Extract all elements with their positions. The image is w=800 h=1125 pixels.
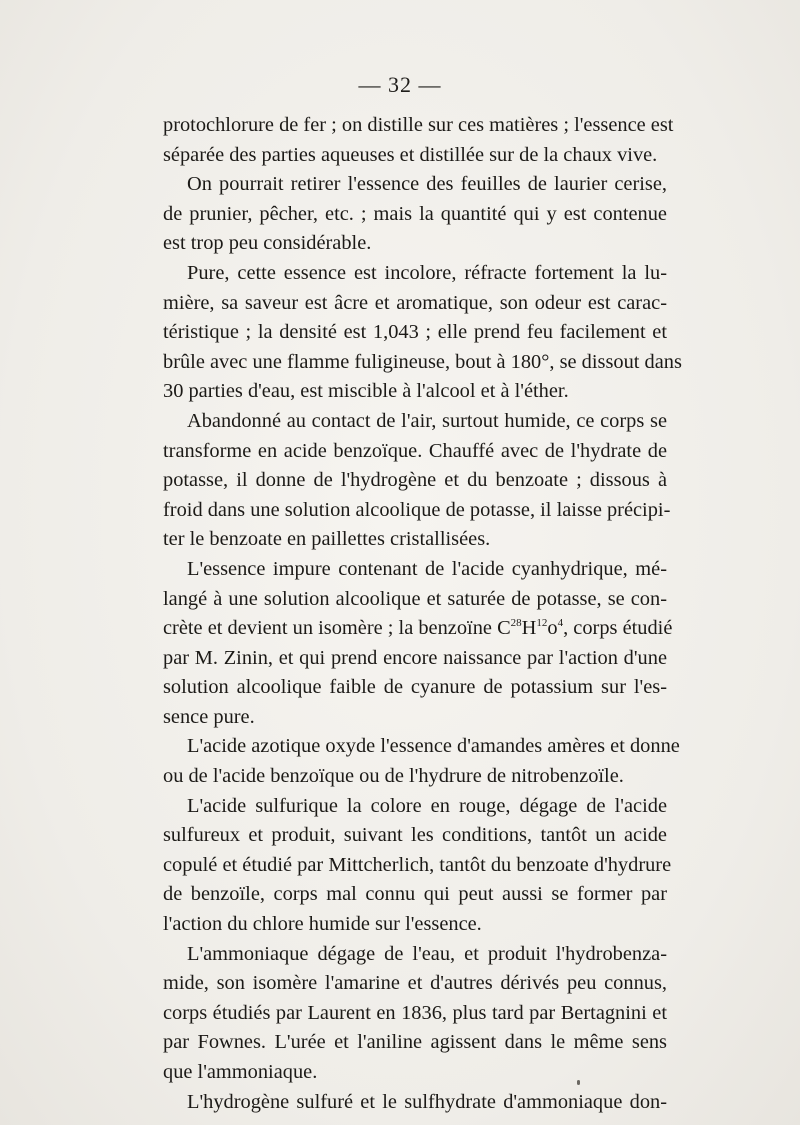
formula-element: H xyxy=(521,617,537,640)
paper-speck xyxy=(577,1080,580,1085)
text-line: Abandonné au contact de l'air, surtout humide, ce corps se xyxy=(187,409,667,432)
text-line: de prunier, pêcher, etc. ; mais la quantité qui y est contenue xyxy=(163,202,667,225)
text-line: mide, son isomère l'amarine et d'autres dérivés peu connus, xyxy=(163,972,667,995)
text-line: que l'ammoniaque. xyxy=(163,1061,318,1083)
text-fragment: , corps étudié xyxy=(563,617,673,640)
text-line: téristique ; la densité est 1,043 ; elle prend feu facilement et xyxy=(163,321,667,344)
text-line: sulfureux et produit, suivant les conditions, tantôt un acide xyxy=(163,824,667,847)
text-line: ter le benzoate en paillettes cristallisées. xyxy=(163,528,491,551)
text-line: sence pure. xyxy=(163,705,255,728)
formula-subscript: 4 xyxy=(557,617,564,630)
formula-subscript: 12 xyxy=(536,617,548,630)
text-line: protochlorure de fer ; on distille sur ces matières ; l'essence est xyxy=(163,114,674,136)
text-line: L'acide azotique oxyde l'essence d'amandes amères et donne xyxy=(187,735,680,758)
chemical-formula xyxy=(497,617,563,639)
text-line: brûle avec une flamme fuligineuse, bout à 180°, se dissout dans xyxy=(163,350,682,373)
text-line-with-formula xyxy=(163,614,673,644)
text-line: par M. Zinin, et qui prend encore naissance par l'action d'une xyxy=(163,646,667,669)
text-line: froid dans une solution alcoolique de potasse, il laisse précipi- xyxy=(163,498,671,521)
text-line: par Fownes. L'urée et l'aniline agissent dans le même sens xyxy=(163,1031,667,1054)
formula-element: C xyxy=(497,617,511,640)
text-line: ou de l'acide benzoïque ou de l'hydrure de nitrobenzoïle. xyxy=(163,765,624,788)
text-line: transforme en acide benzoïque. Chauffé avec de l'hydrate de xyxy=(163,439,667,462)
formula-subscript: 28 xyxy=(510,617,522,630)
text-line: corps étudiés par Laurent en 1836, plus tard par Bertagnini et xyxy=(163,1001,667,1024)
text-line: On pourrait retirer l'essence des feuilles de laurier cerise, xyxy=(187,173,667,196)
text-line: l'action du chlore humide sur l'essence. xyxy=(163,913,482,936)
text-line: de benzoïle, corps mal connu qui peut aussi se former par xyxy=(163,883,667,906)
text-line: mière, sa saveur est âcre et aromatique, son odeur est carac- xyxy=(163,291,667,314)
text-line: L'essence impure contenant de l'acide cyanhydrique, mé- xyxy=(187,557,667,580)
body-text xyxy=(163,111,682,1117)
text-line: langé à une solution alcoolique et saturée de potasse, se con- xyxy=(163,587,667,610)
formula-element: o xyxy=(547,617,558,640)
text-line: est trop peu considérable. xyxy=(163,232,372,255)
text-line: L'hydrogène sulfuré et le sulfhydrate d'ammoniaque don- xyxy=(187,1090,667,1113)
text-line: 30 parties d'eau, est miscible à l'alcool et à l'éther. xyxy=(163,380,569,403)
text-fragment: crète et devient un isomère ; la benzoïne xyxy=(163,617,492,640)
text-line: copulé et étudié par Mittcherlich, tantôt du benzoate d'hydrure xyxy=(163,853,672,876)
text-line: L'ammoniaque dégage de l'eau, et produit l'hydrobenza- xyxy=(187,942,667,965)
text-line: potasse, il donne de l'hydrogène et du benzoate ; dissous à xyxy=(163,469,667,492)
text-line: solution alcoolique faible de cyanure de potassium sur l'es- xyxy=(163,676,667,699)
text-line: séparée des parties aqueuses et distillée sur de la chaux vive. xyxy=(163,143,658,166)
page-number: — 32 — xyxy=(358,72,442,97)
text-line: Pure, cette essence est incolore, réfracte fortement la lu- xyxy=(187,261,667,284)
text-line: L'acide sulfurique la colore en rouge, dégage de l'acide xyxy=(187,794,667,817)
